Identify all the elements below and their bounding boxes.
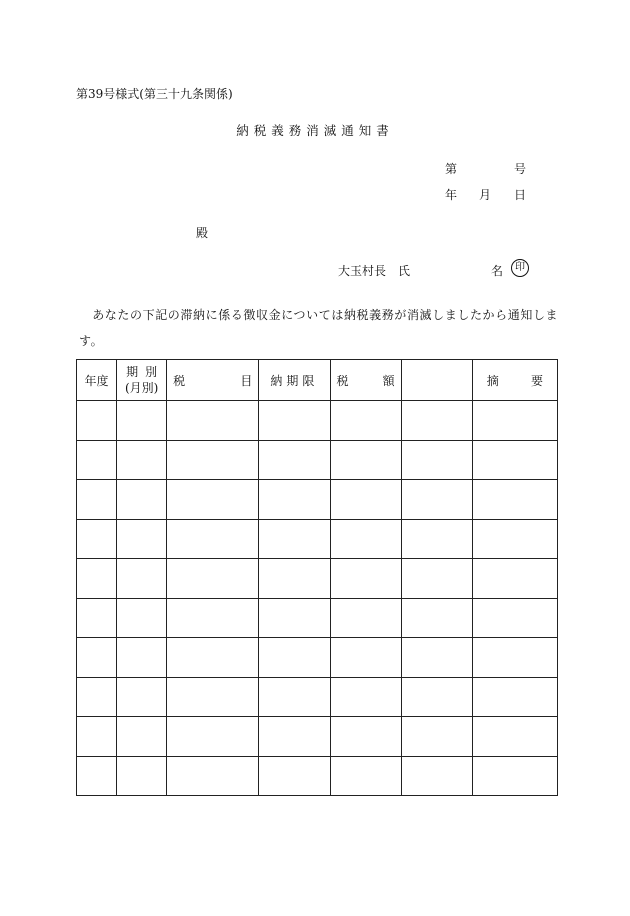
header-period-part-a: 期 — [126, 365, 139, 379]
table-cell[interactable] — [472, 598, 557, 638]
seal-mark: 印 — [511, 259, 529, 277]
table-cell[interactable] — [330, 756, 401, 796]
table-cell[interactable] — [77, 440, 117, 480]
header-period-monthly: (月別) — [124, 381, 159, 395]
table-cell[interactable] — [401, 559, 472, 599]
table-cell[interactable] — [259, 638, 330, 678]
table-cell[interactable] — [167, 756, 259, 796]
table-cell[interactable] — [472, 717, 557, 757]
table-cell[interactable] — [117, 638, 167, 678]
table-cell[interactable] — [401, 756, 472, 796]
table-cell[interactable] — [330, 677, 401, 717]
table-cell[interactable] — [330, 598, 401, 638]
table-cell[interactable] — [330, 717, 401, 757]
table-body — [77, 401, 558, 796]
table-cell[interactable] — [401, 598, 472, 638]
table-cell[interactable] — [259, 717, 330, 757]
issuer-title: 大玉村長 氏 — [338, 264, 411, 278]
table-cell[interactable] — [77, 717, 117, 757]
table-cell[interactable] — [77, 480, 117, 520]
header-payment-deadline: 納期限 — [259, 360, 330, 401]
table-cell[interactable] — [77, 401, 117, 441]
table-row — [77, 480, 558, 520]
table-cell[interactable] — [77, 598, 117, 638]
table-cell[interactable] — [330, 440, 401, 480]
header-blank — [401, 360, 472, 401]
table-cell[interactable] — [167, 638, 259, 678]
header-summary-part-a: 摘 — [486, 373, 499, 388]
table-cell[interactable] — [472, 480, 557, 520]
header-summary — [472, 360, 557, 401]
table-row — [77, 519, 558, 559]
table-cell[interactable] — [259, 519, 330, 559]
table-cell[interactable] — [117, 401, 167, 441]
table-cell[interactable] — [401, 519, 472, 559]
table-cell[interactable] — [77, 559, 117, 599]
table-cell[interactable] — [117, 756, 167, 796]
table-cell[interactable] — [401, 638, 472, 678]
table-cell[interactable] — [167, 519, 259, 559]
table-row — [77, 717, 558, 757]
header-period-part-b: 別 — [145, 365, 158, 379]
header-tax-item-part-a: 税 — [173, 373, 186, 388]
table-cell[interactable] — [401, 440, 472, 480]
table-cell[interactable] — [330, 638, 401, 678]
table-cell[interactable] — [259, 559, 330, 599]
table-cell[interactable] — [259, 401, 330, 441]
header-tax-amount — [330, 360, 401, 401]
table-row — [77, 756, 558, 796]
table-cell[interactable] — [401, 717, 472, 757]
table-cell[interactable] — [77, 638, 117, 678]
table-cell[interactable] — [259, 598, 330, 638]
table-cell[interactable] — [330, 559, 401, 599]
table-cell[interactable] — [167, 717, 259, 757]
table-cell[interactable] — [330, 480, 401, 520]
table-row — [77, 638, 558, 678]
table-row — [77, 598, 558, 638]
table-cell[interactable] — [117, 480, 167, 520]
table-cell[interactable] — [401, 480, 472, 520]
header-fiscal-year: 年度 — [77, 360, 117, 401]
document-number-suffix: 号 — [514, 162, 527, 176]
table-row — [77, 401, 558, 441]
notice-body-text: あなたの下記の滞納に係る徴収金については納税義務が消滅しましたから通知します。 — [79, 308, 559, 348]
table-cell[interactable] — [472, 440, 557, 480]
table-cell[interactable] — [401, 677, 472, 717]
table-cell[interactable] — [330, 519, 401, 559]
tax-details-table — [76, 359, 558, 796]
table-row — [77, 559, 558, 599]
table-cell[interactable] — [167, 598, 259, 638]
table-cell[interactable] — [117, 717, 167, 757]
table-cell[interactable] — [259, 440, 330, 480]
form-number: 第39号様式(第三十九条関係) — [76, 87, 233, 101]
header-summary-part-b: 要 — [530, 373, 543, 388]
document-title: 納税義務消滅通知書 — [236, 123, 394, 138]
header-tax-amount-part-b: 額 — [382, 373, 395, 388]
table-cell[interactable] — [117, 677, 167, 717]
table-cell[interactable] — [117, 519, 167, 559]
table-cell[interactable] — [77, 519, 117, 559]
header-tax-amount-part-a: 税 — [336, 373, 349, 388]
table-cell[interactable] — [472, 677, 557, 717]
table-cell[interactable] — [472, 756, 557, 796]
name-label: 名 — [491, 264, 504, 278]
table-cell[interactable] — [167, 677, 259, 717]
table-header-row — [77, 360, 558, 401]
header-period — [117, 360, 167, 401]
table-cell[interactable] — [401, 401, 472, 441]
date-day-label: 日 — [514, 188, 527, 202]
table-cell[interactable] — [117, 440, 167, 480]
table-cell[interactable] — [77, 756, 117, 796]
table-cell[interactable] — [472, 559, 557, 599]
table-cell[interactable] — [117, 598, 167, 638]
table-cell[interactable] — [259, 756, 330, 796]
document-number-label: 第 — [445, 162, 458, 176]
table-cell[interactable] — [117, 559, 167, 599]
table-cell[interactable] — [167, 440, 259, 480]
header-tax-item — [167, 360, 259, 401]
table-cell[interactable] — [167, 401, 259, 441]
table-cell[interactable] — [167, 559, 259, 599]
table-cell[interactable] — [330, 401, 401, 441]
table-cell[interactable] — [167, 480, 259, 520]
date-year-label: 年 — [445, 188, 458, 202]
table-row — [77, 440, 558, 480]
table-cell[interactable] — [472, 638, 557, 678]
table-cell[interactable] — [77, 677, 117, 717]
table-cell[interactable] — [472, 401, 557, 441]
table-cell[interactable] — [472, 519, 557, 559]
addressee-honorific: 殿 — [196, 226, 209, 240]
table-cell[interactable] — [259, 677, 330, 717]
header-tax-item-part-b: 目 — [240, 373, 253, 388]
table-row — [77, 677, 558, 717]
table-cell[interactable] — [259, 480, 330, 520]
date-month-label: 月 — [479, 188, 492, 202]
